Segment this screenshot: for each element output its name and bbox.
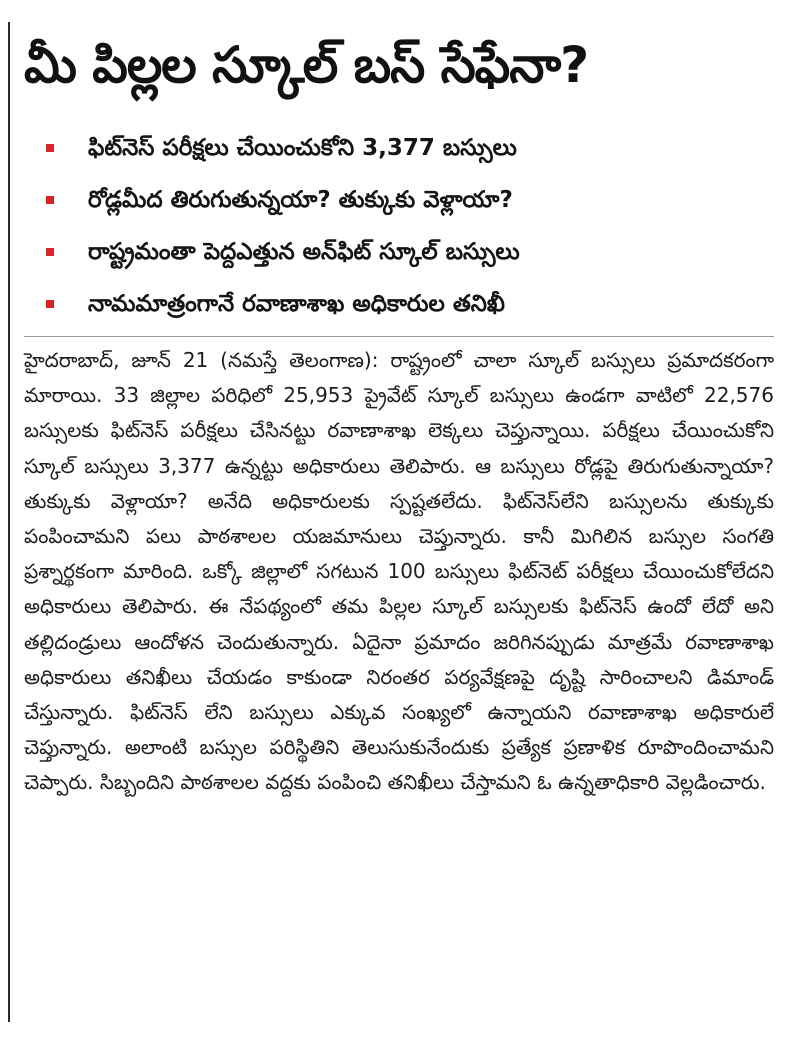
highlight-text: నామమాత్రంగానే రవాణాశాఖ అధికారుల తనిఖీ xyxy=(88,291,505,317)
highlight-text: ఫిట్‌నెస్‌ పరీక్షలు చేయించుకోని 3,377 బస్సులు xyxy=(88,135,517,161)
highlight-list xyxy=(24,122,774,330)
article-body: హైదరాబాద్‌, జూన్‌ 21 (నమస్తే తెలంగాణ): రాష్ట్రంలో చాలా స్కూల్‌ బస్సులు ప్రమాదకరంగా మారాయి. 33 జిల్లాల పరిధిలో 25,953 ప్రైవేట్‌ స్కూల్‌ బస్సులు ఉండగా వాటిలో 22,576 బస్సులకు ఫిట్‌నెస్‌ పరీక్షలు చేసినట్టు రవాణాశాఖ లెక్కలు చెప్తున్నాయి. పరీక్షలు చేయించుకోని స్కూల్‌ బస్సులు 3,377 ఉన్నట్టు అధికారులు తెలిపారు. ఆ బస్సులు రోడ్లపై తిరుగుతున్నాయా? తుక్కుకు వెళ్లాయా? అనేది అధికారులకు స్పష్టతలేదు. ఫిట్‌నెస్‌లేని బస్సులను తుక్కుకు పంపించామని పలు పాఠశాలల యజమానులు చెప్తున్నారు. కానీ మిగిలిన బస్సుల సంగతి ప్రశ్నార్థకంగా మారింది. ఒక్కో జిల్లాలో సగటున 100 బస్సులు ఫిట్‌నెట్‌ పరీక్షలు చేయించుకోలేదని అధికారులు తెలిపారు. ఈ నేపథ్యంలో తమ పిల్లల స్కూల్‌ బస్సులకు ఫిట్‌నెస్‌ ఉందో లేదో అని తల్లిదండ్రులు ఆందోళన చెందుతున్నారు. ఏదైనా ప్రమాదం జరిగినప్పుడు మాత్రమే రవాణాశాఖ అధికారులు తనిఖీలు చేయడం కాకుండా నిరంతర పర్యవేక్షణపై దృష్టి సారించాలని డిమాండ్‌ చేస్తున్నారు. ఫిట్‌నెస్‌ లేని బస్సులు ఎక్కువ సంఖ్యలో ఉన్నాయని రవాణాశాఖ అధికారులే చెప్తున్నారు. అలాంటి బస్సుల పరిస్థితిని తెలుసుకునేందుకు ప్రత్యేక ప్రణాళిక రూపొందించామని చెప్పారు. సిబ్బందిని పాఠశాలల వద్దకు పంపించి తనిఖీలు చేస్తామని ఓ ఉన్నతాధికారి వెల్లడించారు. xyxy=(24,348,775,795)
section-divider xyxy=(24,336,774,337)
square-bullet-icon xyxy=(46,196,54,204)
highlight-item xyxy=(24,278,774,330)
highlight-item xyxy=(24,122,774,174)
newspaper-clipping xyxy=(24,20,774,1020)
highlight-text: రాష్ట్రమంతా పెద్దఎత్తున అన్‌ఫిట్‌ స్కూల్‌ బస్సులు xyxy=(88,239,520,265)
highlight-item xyxy=(24,226,774,278)
headline: మీ పిల్లల స్కూల్‌ బస్‌ సేఫేనా? xyxy=(24,36,589,94)
square-bullet-icon xyxy=(46,144,54,152)
square-bullet-icon xyxy=(46,248,54,256)
highlight-item xyxy=(24,174,774,226)
left-border-rule xyxy=(8,22,10,1022)
square-bullet-icon xyxy=(46,300,54,308)
highlight-text: రోడ్లమీద తిరుగుతున్నయా? తుక్కుకు వెళ్లాయా? xyxy=(88,187,513,213)
